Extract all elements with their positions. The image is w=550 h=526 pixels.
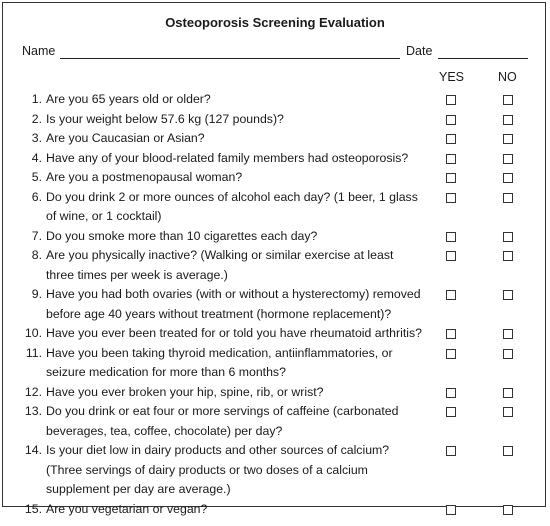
no-checkbox[interactable] (503, 95, 513, 105)
question-item (20, 500, 207, 520)
question-line (20, 285, 421, 305)
question-line (20, 500, 207, 520)
question-text: Are you Caucasian or Asian? (46, 131, 205, 145)
question-line (20, 129, 205, 149)
question-text: Are you 65 years old or older? (46, 92, 211, 106)
yes-checkbox[interactable] (446, 407, 456, 417)
name-label: Name (22, 44, 56, 58)
yes-checkbox[interactable] (446, 251, 456, 261)
question-number: 12. (24, 384, 42, 399)
question-text: Do you drink or eat four or more servings of caffeine (carbonated (46, 404, 399, 418)
question-text: Have you ever broken your hip, spine, rib, or wrist? (46, 384, 324, 399)
no-checkbox[interactable] (503, 505, 513, 515)
no-checkbox[interactable] (503, 232, 513, 242)
yes-checkbox[interactable] (446, 134, 456, 144)
yes-checkbox[interactable] (446, 505, 456, 515)
question-number: 15. (24, 501, 42, 516)
question-text-continued: seizure medication for more than 6 months? (46, 365, 286, 379)
question-text: Is your weight below 57.6 kg (127 pounds)? (46, 111, 284, 126)
question-text-continued: of wine, or 1 cocktail) (46, 209, 162, 223)
no-checkbox[interactable] (503, 115, 513, 125)
question-line (20, 344, 393, 364)
question-text: Have you ever been treated for or told you have rheumatoid arthritis? (46, 326, 422, 340)
question-text-continued: supplement per day are average.) (46, 482, 231, 496)
no-column-header: NO (498, 70, 517, 84)
yes-checkbox[interactable] (446, 388, 456, 398)
question-line (20, 227, 317, 247)
question-number: 1. (31, 92, 42, 106)
yes-checkbox[interactable] (446, 329, 456, 339)
no-checkbox[interactable] (503, 173, 513, 183)
name-field[interactable] (60, 58, 400, 59)
yes-checkbox[interactable] (446, 290, 456, 300)
no-checkbox[interactable] (503, 446, 513, 456)
question-text-continued: before age 40 years without treatment (hormone replacement)? (46, 306, 392, 321)
date-field[interactable] (438, 58, 528, 59)
no-checkbox[interactable] (503, 407, 513, 417)
question-number: 8. (31, 248, 42, 262)
question-line (20, 110, 284, 130)
question-number: 11. (25, 345, 42, 360)
question-number: 6. (31, 189, 42, 204)
yes-checkbox[interactable] (446, 446, 456, 456)
question-number: 9. (31, 287, 42, 301)
question-text-continued: (Three servings of dairy products or two doses of a calcium (46, 462, 368, 477)
question-item (20, 227, 317, 247)
no-checkbox[interactable] (503, 329, 513, 339)
question-text: Are you a postmenopausal woman? (46, 170, 243, 184)
question-line (20, 383, 324, 403)
question-item (20, 90, 211, 110)
yes-column-header: YES (439, 70, 465, 84)
question-text: Have any of your blood-related family members had osteoporosis? (46, 150, 409, 165)
no-checkbox[interactable] (503, 388, 513, 398)
question-item (20, 383, 324, 403)
question-number: 2. (31, 111, 42, 126)
question-item (20, 188, 418, 227)
no-checkbox[interactable] (503, 154, 513, 164)
yes-checkbox[interactable] (446, 115, 456, 125)
question-line (20, 402, 398, 422)
yes-checkbox[interactable] (446, 154, 456, 164)
question-text-continued: three times per week is average.) (46, 267, 228, 282)
yes-checkbox[interactable] (446, 95, 456, 105)
question-number: 3. (31, 131, 42, 145)
yes-checkbox[interactable] (446, 349, 456, 359)
yes-checkbox[interactable] (446, 173, 456, 183)
question-item (20, 441, 389, 500)
no-checkbox[interactable] (503, 251, 513, 261)
no-checkbox[interactable] (503, 134, 513, 144)
question-item (20, 168, 242, 188)
question-text: Do you drink 2 or more ounces of alcohol each day? (1 beer, 1 glass (46, 189, 418, 204)
question-text: Is your diet low in dairy products and other sources of calcium? (46, 443, 390, 457)
question-number: 10. (24, 326, 42, 340)
question-item (20, 324, 422, 344)
question-text: Have you had both ovaries (with or without a hysterectomy) removed (46, 287, 421, 301)
question-item (20, 149, 408, 169)
question-number: 5. (31, 170, 42, 184)
question-line (20, 188, 418, 208)
no-checkbox[interactable] (503, 349, 513, 359)
question-item (20, 110, 284, 130)
question-item (20, 344, 393, 383)
question-item (20, 129, 205, 149)
question-item (20, 402, 398, 441)
question-item (20, 285, 421, 324)
question-line (20, 441, 389, 461)
question-number: 13. (24, 404, 42, 418)
yes-checkbox[interactable] (446, 193, 456, 203)
question-line (20, 324, 422, 344)
question-text-continued: beverages, tea, coffee, chocolate) per day? (46, 423, 283, 438)
question-item (20, 246, 393, 285)
form-title: Osteoporosis Screening Evaluation (165, 15, 385, 30)
question-line (20, 168, 242, 188)
question-number: 4. (31, 150, 42, 165)
date-label: Date (406, 44, 433, 58)
question-text: Are you vegetarian or vegan? (46, 501, 208, 516)
question-line (20, 90, 211, 110)
question-text: Are you physically inactive? (Walking or similar exercise at least (46, 248, 394, 262)
question-number: 14. (24, 443, 42, 457)
question-line (20, 149, 408, 169)
question-line (20, 246, 393, 266)
question-text: Do you smoke more than 10 cigarettes each day? (46, 228, 318, 243)
no-checkbox[interactable] (503, 290, 513, 300)
question-text: Have you been taking thyroid medication, antiinflammatories, or (46, 345, 393, 360)
yes-checkbox[interactable] (446, 232, 456, 242)
no-checkbox[interactable] (503, 193, 513, 203)
question-number: 7. (31, 228, 42, 243)
